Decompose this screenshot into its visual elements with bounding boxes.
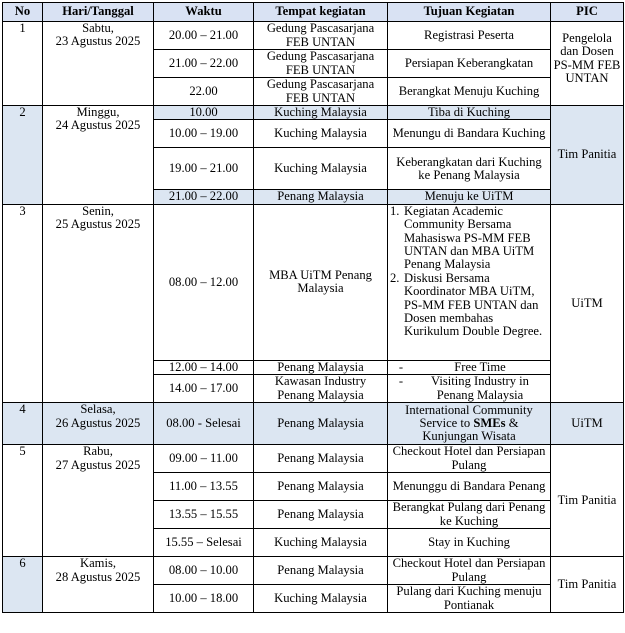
time-cell: 14.00 – 17.00 [154, 375, 254, 403]
time-cell: 08.00 – 10.00 [154, 557, 254, 585]
day-date: Rabu, 27 Agustus 2025 [43, 445, 154, 557]
place-cell: Kuching Malaysia [254, 529, 388, 557]
header-row [3, 3, 624, 22]
purpose-cell: - Visiting Industry in Penang Malaysia [388, 375, 551, 403]
header-tempat: Tempat kegiatan [254, 3, 388, 22]
place-cell: Gedung Pascasarjana FEB UNTAN [254, 50, 388, 78]
time-cell: 21.00 – 22.00 [154, 50, 254, 78]
purpose-cell: Stay in Kuching [388, 529, 551, 557]
place-cell: Gedung Pascasarjana FEB UNTAN [254, 78, 388, 106]
place-cell: Kuching Malaysia [254, 120, 388, 148]
time-cell: 13.55 – 15.55 [154, 501, 254, 529]
list-item: 1. Kegiatan Academic Community Bersama Mahasiswa PS-MM FEB UNTAN dan MBA UiTM Penang Malaysia [390, 204, 535, 272]
purpose-cell: - Free Time [388, 360, 551, 374]
pic-cell: Tim Panitia [551, 557, 624, 613]
place-cell: Kuching Malaysia [254, 106, 388, 120]
place-cell: Kawasan Industry Penang Malaysia [254, 375, 388, 403]
purpose-cell: Keberangkatan dari Kuching ke Penang Malaysia [388, 148, 551, 190]
purpose-cell: Persiapan Keberangkatan [388, 50, 551, 78]
pic-cell: Pengelola dan Dosen PS-MM FEB UNTAN [551, 22, 624, 106]
table-row [3, 22, 624, 50]
purpose-list [388, 204, 551, 360]
place-cell: Penang Malaysia [254, 360, 388, 374]
time-cell: 15.55 – Selesai [154, 529, 254, 557]
day-number: 5 [3, 445, 43, 557]
time-cell: 21.00 – 22.00 [154, 190, 254, 204]
header-waktu: Waktu [154, 3, 254, 22]
pic-cell: Tim Panitia [551, 445, 624, 557]
day-date: Senin, 25 Agustus 2025 [43, 204, 154, 402]
time-cell: 09.00 – 11.00 [154, 445, 254, 473]
pic-cell: UiTM [551, 204, 624, 402]
purpose-cell: Tiba di Kuching [388, 106, 551, 120]
time-cell: 22.00 [154, 78, 254, 106]
purpose-cell: International Community Service to SMEs & Kunjungan Wisata [388, 403, 551, 445]
time-cell: 10.00 [154, 106, 254, 120]
day-number: 4 [3, 403, 43, 445]
day-date: Selasa, 26 Agustus 2025 [43, 403, 154, 445]
time-cell: 10.00 – 19.00 [154, 120, 254, 148]
day-date: Kamis, 28 Agustus 2025 [43, 557, 154, 613]
schedule-table [2, 2, 624, 613]
time-cell: 10.00 – 18.00 [154, 585, 254, 613]
table-row [3, 445, 624, 473]
place-cell: Penang Malaysia [254, 190, 388, 204]
list-item: 2. Diskusi Bersama Koordinator MBA UiTM, PS-MM FEB UNTAN dan Dosen membahas Kurikulum Double Degree. [390, 270, 543, 339]
purpose-cell: Checkout Hotel dan Persiapan Pulang [388, 557, 551, 585]
place-cell: Kuching Malaysia [254, 585, 388, 613]
day-number: 1 [3, 22, 43, 106]
purpose-cell: Berangkat Pulang dari Penang ke Kuching [388, 501, 551, 529]
purpose-cell: Menungu di Bandara Kuching [388, 120, 551, 148]
header-pic: PIC [551, 3, 624, 22]
place-cell: MBA UiTM Penang Malaysia [254, 204, 388, 360]
purpose-cell: Pulang dari Kuching menuju Pontianak [388, 585, 551, 613]
day-date: Sabtu, 23 Agustus 2025 [43, 22, 154, 106]
header-hari-tanggal: Hari/Tanggal [43, 3, 154, 22]
pic-cell: Tim Panitia [551, 106, 624, 205]
place-cell: Penang Malaysia [254, 557, 388, 585]
time-cell: 19.00 – 21.00 [154, 148, 254, 190]
place-cell: Kuching Malaysia [254, 148, 388, 190]
purpose-cell: Menunggu di Bandara Penang [388, 473, 551, 501]
place-cell: Penang Malaysia [254, 473, 388, 501]
table-row [3, 557, 624, 585]
table-row [3, 403, 624, 445]
time-cell: 08.00 - Selesai [154, 403, 254, 445]
table-row [3, 106, 624, 120]
header-no: No [3, 3, 43, 22]
time-cell: 20.00 – 21.00 [154, 22, 254, 50]
day-number: 2 [3, 106, 43, 205]
day-number: 3 [3, 204, 43, 402]
day-date: Minggu, 24 Agustus 2025 [43, 106, 154, 205]
purpose-cell: Menuju ke UiTM [388, 190, 551, 204]
time-cell: 11.00 – 13.55 [154, 473, 254, 501]
time-cell: 08.00 – 12.00 [154, 204, 254, 360]
pic-cell: UiTM [551, 403, 624, 445]
place-cell: Gedung Pascasarjana FEB UNTAN [254, 22, 388, 50]
time-cell: 12.00 – 14.00 [154, 360, 254, 374]
place-cell: Penang Malaysia [254, 501, 388, 529]
place-cell: Penang Malaysia [254, 403, 388, 445]
place-cell: Penang Malaysia [254, 445, 388, 473]
purpose-cell: Berangkat Menuju Kuching [388, 78, 551, 106]
header-tujuan: Tujuan Kegiatan [388, 3, 551, 22]
day-number: 6 [3, 557, 43, 613]
purpose-cell: Registrasi Peserta [388, 22, 551, 50]
purpose-cell: Checkout Hotel dan Persiapan Pulang [388, 445, 551, 473]
table-row [3, 204, 624, 360]
